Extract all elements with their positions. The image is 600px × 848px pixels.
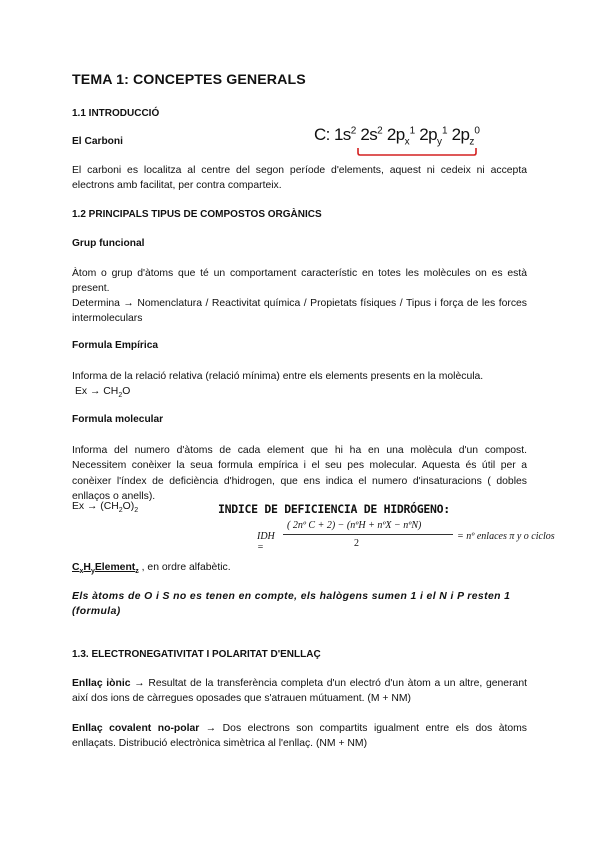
- electron-configuration: C: $1s^2$ $2s^2$ $2p_x^1$ $2p_y^1$ $2p_z^0$: [314, 125, 480, 148]
- halogen-note: Els àtoms de O i S no es tenen en compte, els halògens sumen 1 i el N i P resten 1 (formula): [72, 591, 511, 618]
- ihd-rhs: = nº enlaces π y o ciclos: [457, 531, 555, 542]
- section-heading-1-3: 1.3. ELECTRONEGATIVITAT I POLARITAT D'ENLLAÇ: [72, 649, 321, 660]
- ihd-fraction-bar: [283, 534, 453, 535]
- enllac-ionic-paragraph: Enllaç iònic → Resultat de la transferència completa d'un electró d'un àtom a un altre, generant així dos ions de càrregues oposades que s'atrauen mútuament. (M + NM): [72, 678, 527, 705]
- enllac-covalent-paragraph: Enllaç covalent no-polar → Dos electrons son compartits igualment entre els dos àtoms enllaçats. Distribució electrònica simètrica al l'enllaç. (NM + NM): [72, 723, 527, 750]
- formula-empirica-example: $Ex \to CH_2O$: [75, 386, 131, 400]
- ihd-title: INDICE DE DEFICIENCIA DE HIDRÓGENO:: [218, 502, 450, 516]
- grup-funcional-determina: Determina → Nomenclatura / Reactivitat química / Propietats físiques / Tipus i força de les forces intermoleculars: [72, 298, 527, 325]
- element-order-line: $C_xH_yElement_z$ , en ordre alfabètic.: [72, 562, 231, 576]
- page-title: TEMA 1: CONCEPTES GENERALS: [72, 72, 306, 88]
- formula-empirica-paragraph: Informa de la relació relativa (relació mínima) entre els elements presents en la molècula.: [72, 371, 484, 382]
- subheading-formula-empirica: Formula Empírica: [72, 340, 159, 351]
- section-heading-1-2: 1.2 PRINCIPALS TIPUS DE COMPOSTOS ORGÀNICS: [72, 209, 322, 220]
- subheading-grup-funcional: Grup funcional: [72, 238, 145, 249]
- subheading-formula-molecular: Formula molecular: [72, 414, 164, 425]
- formula-molecular-paragraph: Informa del numero d'àtoms de cada element que hi ha en una molècula d'un compost. Necessitem conèixer la seua formula empírica i el seu pes molecular. Aquesta és útil per a conèixer l'índex de deficiència d'hidrogen, que ens indica el numero d'insaturacions ( dobles enllaços o anells).: [72, 445, 527, 503]
- ihd-numerator: ( 2nº C + 2) − (nºH + nºX − nºN): [287, 520, 422, 531]
- ihd-denominator: 2: [354, 538, 359, 549]
- formula-molecular-example: $Ex \to (CH_2O)_2$: [72, 501, 139, 515]
- ihd-lhs: IDH =: [257, 531, 275, 553]
- section-heading-1-1: 1.1 INTRODUCCIÓ: [72, 108, 160, 119]
- subheading-carboni: El Carboni: [72, 136, 123, 147]
- grup-funcional-paragraph: Àtom o grup d'àtoms que té un comportament característic en totes les molècules on es està present.: [72, 268, 527, 295]
- carboni-paragraph: El carboni es localitza al centre del segon període d'elements, aquest ni cedeix ni accepta electrons amb facilitat, per contra comparteix.: [72, 165, 527, 192]
- valence-bracket-icon: [356, 147, 478, 157]
